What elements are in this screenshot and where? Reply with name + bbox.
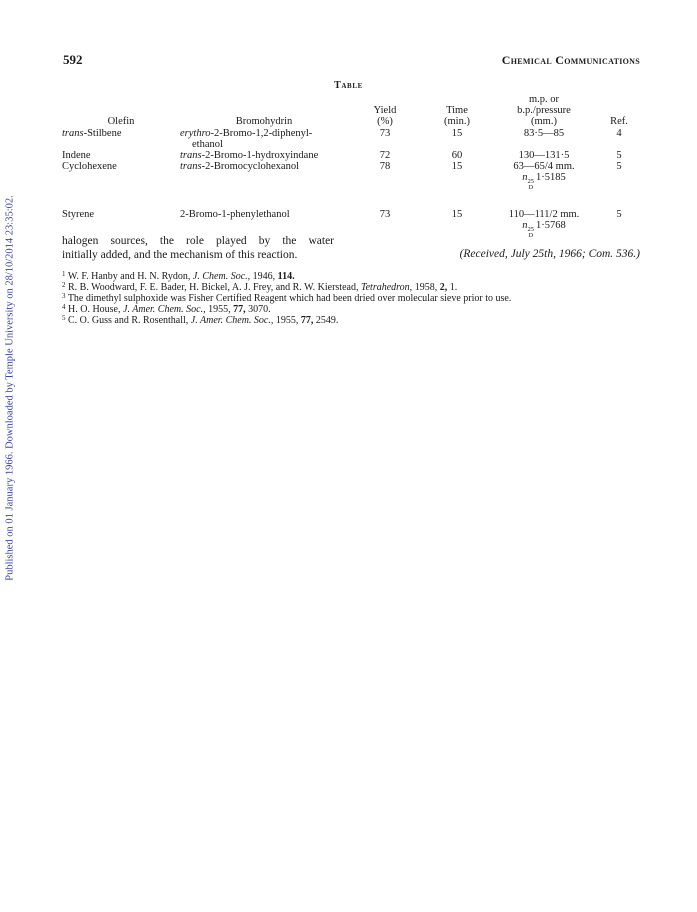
header-yield: Yield (%) xyxy=(373,105,397,127)
header-ref: Ref. xyxy=(610,116,628,127)
cell-ref: 5 xyxy=(616,209,622,220)
cell-ref: 5 xyxy=(616,161,622,172)
cell-melting-point: 83·5—85 xyxy=(523,128,565,139)
cell-time: 15 xyxy=(451,128,463,139)
table-title: Table xyxy=(334,80,363,91)
footnote: $^1$ W. F. Hanby and H. N. Rydon, J. Chem. Soc., 1946, 114. xyxy=(62,270,295,282)
cell-yield: 72 xyxy=(379,150,391,161)
cell-melting-point: 130—131·5 xyxy=(518,150,570,161)
cell-yield: 73 xyxy=(379,128,391,139)
footnote: $^5$ C. O. Guss and R. Rosenthall, J. Amer. Chem. Soc., 1955, 77, 2549. xyxy=(62,314,339,326)
cell-ref: 5 xyxy=(616,150,622,161)
cell-melting-point: 110—111/2 mm. n 25 D 1·5768 xyxy=(492,209,596,239)
cell-olefin: trans-Stilbene xyxy=(62,128,122,139)
cell-bromohydrin: trans-2-Bromo-1-hydroxyindane xyxy=(180,150,319,161)
cell-yield: 73 xyxy=(379,209,391,220)
cell-olefin: Cyclohexene xyxy=(62,161,117,172)
table-row xyxy=(62,150,642,161)
cell-olefin: Styrene xyxy=(62,209,95,220)
cell-time: 60 xyxy=(451,150,463,161)
page-number: 592 xyxy=(63,52,83,67)
journal-title: Chemical Communications xyxy=(501,53,640,67)
header-bromohydrin: Bromohydrin xyxy=(235,116,293,127)
footnotes xyxy=(62,271,642,326)
table-header-row xyxy=(62,94,642,128)
cell-bromohydrin: erythro-2-Bromo-1,2-diphenyl- ethanol xyxy=(180,128,313,150)
download-stamp-text: Published on 01 January 1966. Downloaded by Temple University on 28/10/2014 23:35:02. xyxy=(4,195,16,581)
cell-ref: 4 xyxy=(616,128,622,139)
cell-time: 15 xyxy=(451,161,463,172)
header-time: Time (min.) xyxy=(444,105,470,127)
refractive-index: n 25 D 1·5185 xyxy=(522,172,566,191)
cell-time: 15 xyxy=(451,209,463,220)
footnote: $^2$ R. B. Woodward, F. E. Bader, H. Bickel, A. J. Frey, and R. W. Kierstead, Tetrahedron, 1958, 2, 1. xyxy=(62,281,458,293)
footnote: $^3$ The dimethyl sulphoxide was Fisher Certified Reagent which had been dried over molecular sieve prior to use. xyxy=(62,292,512,304)
footnote: $^4$ H. O. House, J. Amer. Chem. Soc., 1955, 77, 3070. xyxy=(62,303,271,315)
download-stamp xyxy=(2,0,18,912)
table-row xyxy=(62,161,642,191)
cell-olefin: Indene xyxy=(62,150,91,161)
cell-bromohydrin: 2-Bromo-1-phenylethanol xyxy=(180,209,290,220)
header-melting-point: m.p. or b.p./pressure (mm.) xyxy=(517,94,571,127)
received-date: (Received, July 25th, 1966; Com. 536.) xyxy=(459,248,640,260)
cell-bromohydrin: trans-2-Bromocyclohexanol xyxy=(180,161,299,172)
results-table xyxy=(62,94,642,239)
refractive-index: n 25 D 1·5768 xyxy=(522,220,566,239)
header-olefin: Olefin xyxy=(107,116,135,127)
cell-melting-point: 63—65/4 mm. n 25 D 1·5185 xyxy=(492,161,596,191)
table-row xyxy=(62,128,642,150)
cell-yield: 78 xyxy=(379,161,391,172)
body-paragraph: halogen sources, the role played by the water initially added, and the mechanism of this reaction. xyxy=(62,235,334,261)
